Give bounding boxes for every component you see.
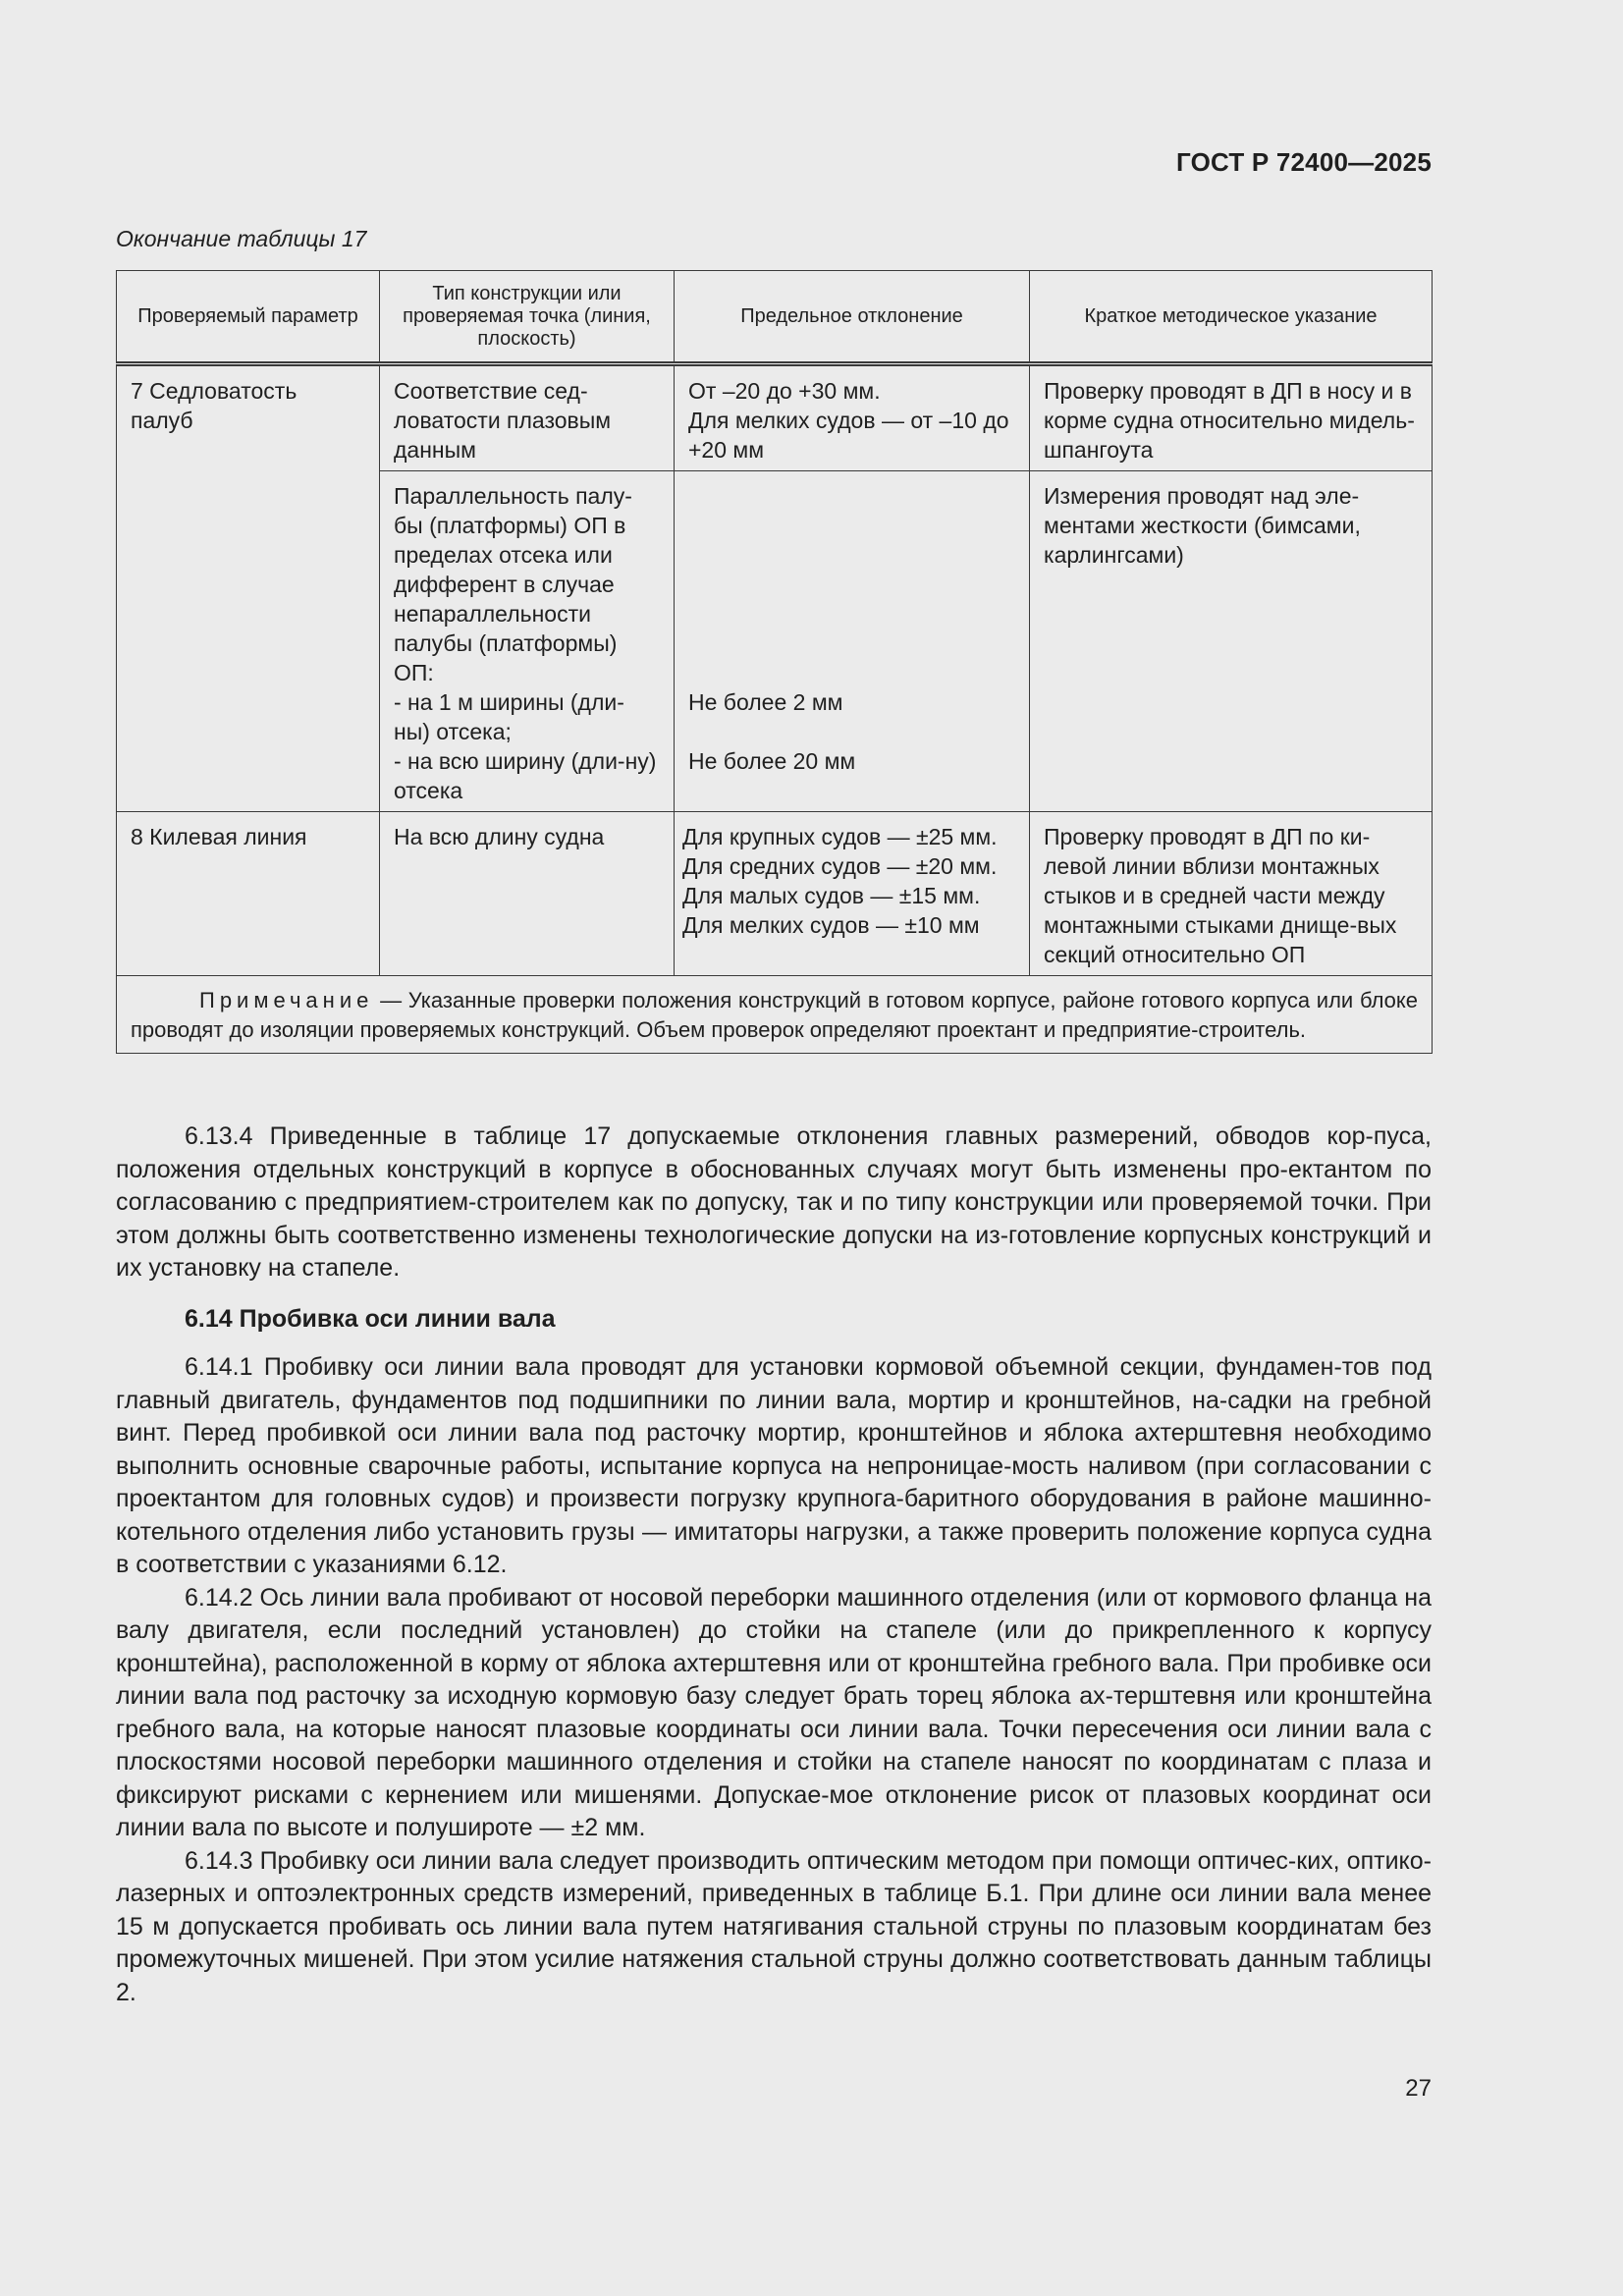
document-id-header: ГОСТ Р 72400—2025 bbox=[1176, 147, 1432, 177]
deviation-7a-line1: От –20 до +30 мм. bbox=[688, 378, 881, 404]
table-note-row bbox=[117, 976, 1433, 1054]
deviation-cell-8 bbox=[675, 812, 1030, 976]
deviation-cell-7b bbox=[675, 471, 1030, 812]
deviation-7b-line1: Не более 2 мм bbox=[688, 689, 843, 715]
page-number: 27 bbox=[1405, 2075, 1432, 2102]
deviation-8-line4: Для мелких судов — ±10 мм bbox=[682, 912, 980, 938]
type-cell-7b bbox=[380, 471, 675, 812]
table-caption: Окончание таблицы 17 bbox=[116, 226, 367, 251]
deviation-8-line2: Для средних судов — ±20 мм. bbox=[682, 853, 998, 879]
type-7b-item1: - на 1 м ширины (дли-ны) отсека; bbox=[394, 689, 624, 744]
note-text: — Указанные проверки положения конструкций в готовом корпусе, районе готового корпуса или блоке проводят до изоляции проверяемых конструкций. Объем проверок определяют проектант и предприятие-строитель. bbox=[131, 988, 1418, 1042]
section-title-6-14: 6.14 Пробивка оси линии вала bbox=[185, 1304, 556, 1333]
method-cell-7a: Проверку проводят в ДП в носу и в корме судна относительно мидель-шпангоута bbox=[1030, 364, 1433, 471]
param-cell-7 bbox=[117, 364, 380, 812]
column-header-limit-deviation: Предельное отклонение bbox=[675, 271, 1030, 364]
deviation-8-line3: Для малых судов — ±15 мм. bbox=[682, 883, 981, 908]
table-header-row bbox=[117, 271, 1433, 364]
body-text bbox=[116, 1121, 1432, 2009]
table-note bbox=[117, 976, 1433, 1054]
param-label-7: 7 Седловатость палуб bbox=[131, 378, 298, 433]
paragraph-6-13-4: 6.13.4 Приведенные в таблице 17 допускаемые отклонения главных размерений, обводов кор-пуса, положения отдельных конструкций в корпусе в обоснованных случаях могут быть изменены про-ектантом по согласованию с предприятием-строителем как по допуску, так и по типу конструкции или проверяемой точки. При этом должны быть соответственно изменены технологические допуски на из-готовление корпусных конструкций и их установку на стапеле. bbox=[116, 1122, 1432, 1282]
deviation-7a-line2: Для мелких судов — от –10 до +20 мм bbox=[688, 408, 1009, 463]
type-7b-item2: - на всю ширину (дли-ну) отсека bbox=[394, 748, 657, 803]
column-header-method-note: Краткое методическое указание bbox=[1030, 271, 1433, 364]
deviation-cell-7a bbox=[675, 364, 1030, 471]
method-cell-7b: Измерения проводят над эле-ментами жесткости (бимсами, карлингсами) bbox=[1030, 471, 1433, 812]
param-cell-8: 8 Килевая линия bbox=[117, 812, 380, 976]
deviation-8-line1: Для крупных судов — ±25 мм. bbox=[682, 824, 998, 849]
paragraph-6-14-3: 6.14.3 Пробивку оси линии вала следует производить оптическим методом при помощи оптичес-ких, оптико-лазерных и оптоэлектронных средств измерений, приведенных в таблице Б.1. При длине оси линии вала менее 15 м допускается пробивать ось линии вала путем натягивания стальной струны по плазовым координатам без промежуточных мишеней. При этом усилие натяжения стальной струны должно соответствовать данным таблицы 2. bbox=[116, 1846, 1432, 2006]
paragraph-6-14-2: 6.14.2 Ось линии вала пробивают от носовой переборки машинного отделения (или от кормового фланца на валу двигателя, если последний установлен) до стойки на стапеле (или до прикрепленного к корпусу кронштейна), расположенной в корму от яблока ахтерштевня или от кронштейна гребного вала. При пробивке оси линии вала под расточку за исходную кормовую базу следует брать торец яблока ах-терштевня или кронштейна гребного вала, на которые наносят плазовые координаты оси линии вала. Точки пересечения оси линии вала с плоскостями носовой переборки машинного отделения и стойки на стапеле наносят по координатам с плаза и фиксируют рисками с кернением или мишенями. Допускае-мое отклонение рисок от плазовых координат оси линии вала по высоте и полушироте — ±2 мм. bbox=[116, 1583, 1432, 1841]
tolerance-table bbox=[116, 270, 1433, 1054]
method-cell-8: Проверку проводят в ДП по ки-левой линии вблизи монтажных стыков и в средней части между монтажными стыками днище-вых секций относительно ОП bbox=[1030, 812, 1433, 976]
paragraph-6-14-1: 6.14.1 Пробивку оси линии вала проводят для установки кормовой объемной секции, фундамен-тов под главный двигатель, фундаментов под подшипники по линии вала, мортир и кронштейнов, на-садки на гребной винт. Перед пробивкой оси линии вала под расточку мортир, кронштейнов и яблока ахтерштевня необходимо выполнить основные сварочные работы, испытание корпуса на непроницае-мость наливом (при согласовании с проектантом для головных судов) и произвести погрузку крупнога-баритного оборудования в районе машинно-котельного отделения либо установить грузы — имитаторы нагрузки, а также проверить положение корпуса судна в соответствии с указаниями 6.12. bbox=[116, 1353, 1432, 1578]
column-header-construction-type: Тип конструкции или проверяемая точка (линия, плоскость) bbox=[380, 271, 675, 364]
column-header-parameter: Проверяемый параметр bbox=[117, 271, 380, 364]
table-row bbox=[117, 812, 1433, 976]
note-label: Примечание bbox=[199, 988, 374, 1012]
type-7b-main: Параллельность палу-бы (платформы) ОП в пределах отсека или дифферент в случае непараллельности палубы (платформы) ОП: bbox=[394, 483, 632, 685]
deviation-7b-line2: Не более 20 мм bbox=[688, 748, 856, 774]
table-row bbox=[117, 364, 1433, 471]
type-cell-7a: Соответствие сед-ловатости плазовым данным bbox=[380, 364, 675, 471]
type-cell-8: На всю длину судна bbox=[380, 812, 675, 976]
